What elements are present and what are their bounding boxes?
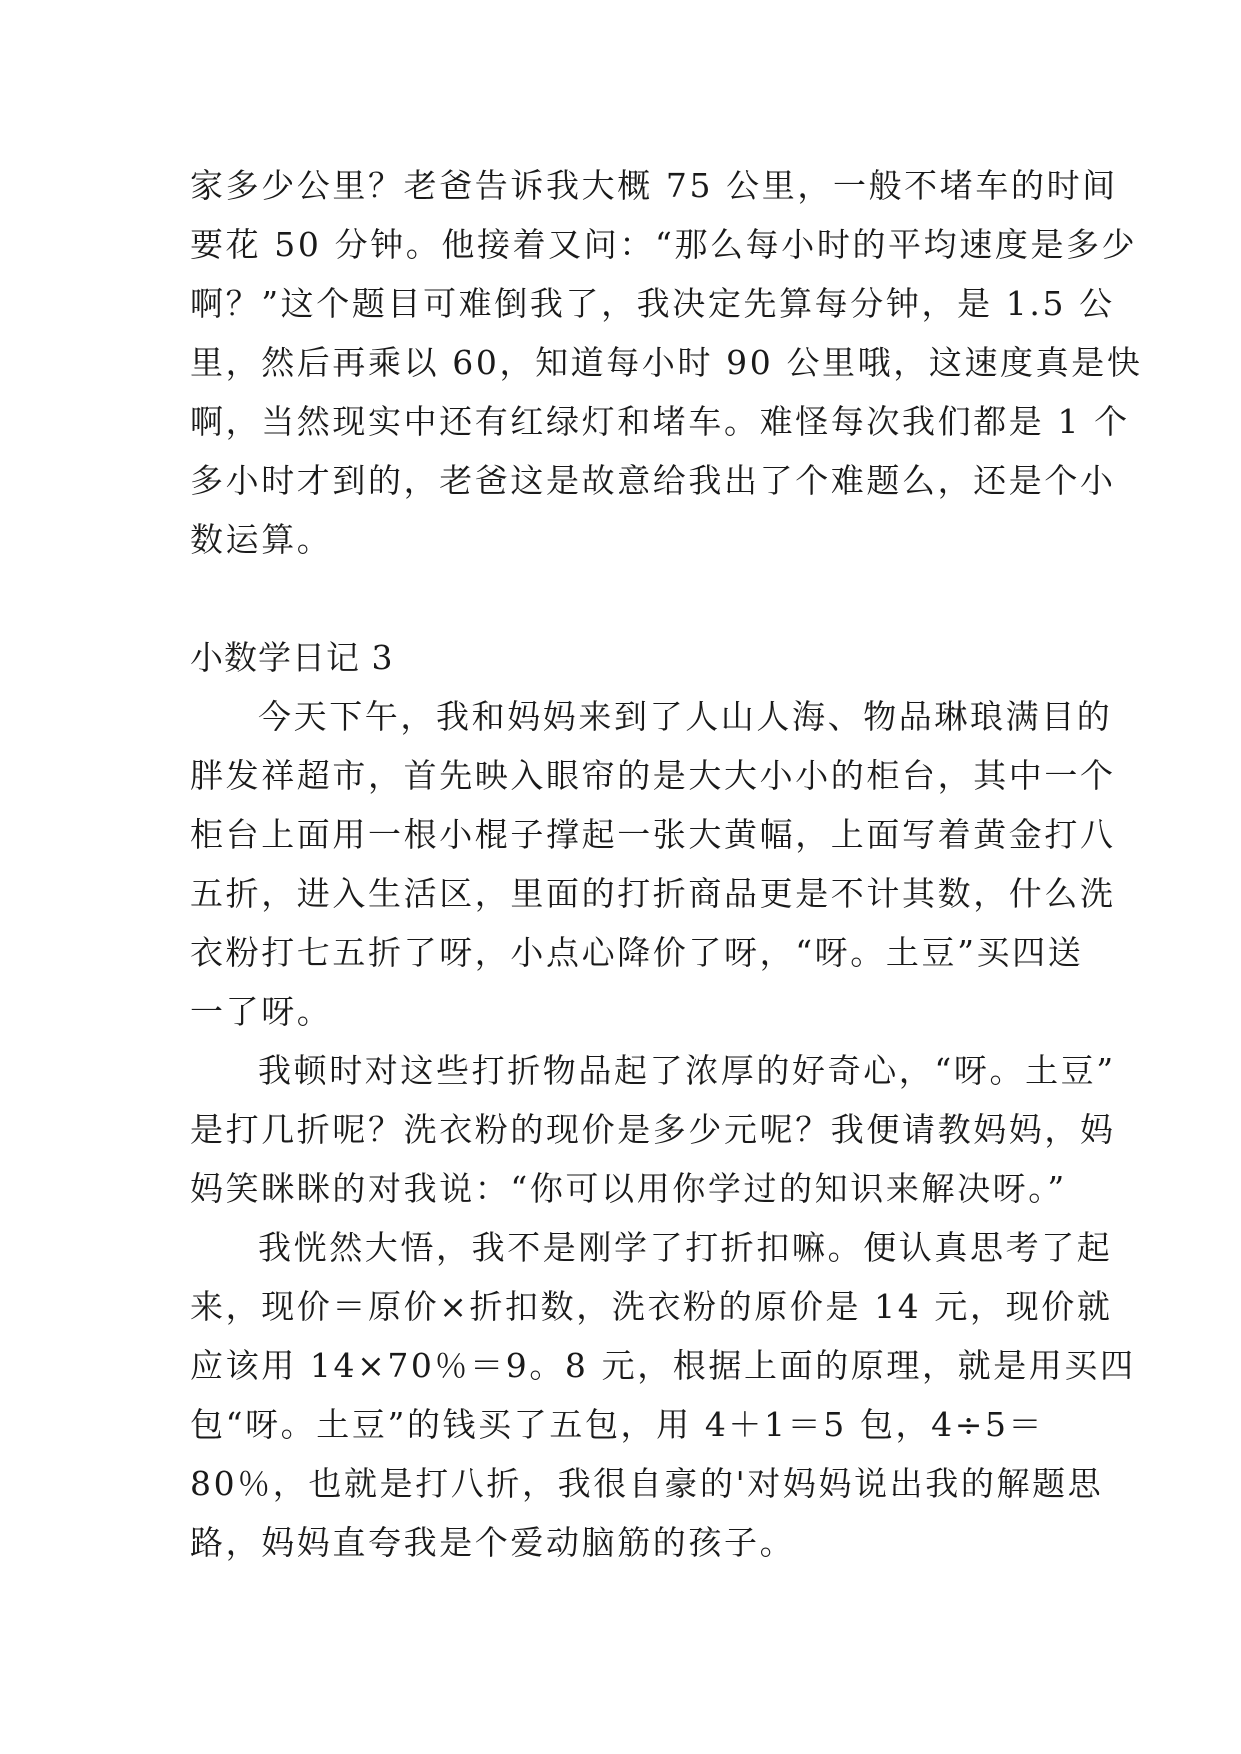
text-line: 啊？”这个题目可难倒我了，我决定先算每分钟，是 1.5 公 [190,284,1115,323]
text-line: 数运算。 [190,520,333,559]
text-line: 啊，当然现实中还有红绿灯和堵车。难怪每次我们都是 1 个 [190,402,1130,441]
text-line: 包“呀。土豆”的钱买了五包，用 4＋1＝5 包，4÷5＝ [190,1405,1045,1444]
text-line: 柜台上面用一根小棍子撑起一张大黄幅，上面写着黄金打八 [190,815,1116,854]
text-line: 一了呀。 [190,992,333,1031]
text-line: 里，然后再乘以 60，知道每小时 90 公里哦，这速度真是快 [190,343,1143,382]
text-line: 今天下午，我和妈妈来到了人山人海、物品琳琅满目的 [258,697,1113,736]
text-line: 我恍然大悟，我不是刚学了打折扣嘛。便认真思考了起 [258,1228,1113,1267]
text-line: 应该用 14×70％＝9。8 元，根据上面的原理，就是用买四 [190,1346,1136,1385]
text-line: 要花 50 分钟。他接着又问：“那么每小时的平均速度是多少 [190,225,1138,264]
text-line: 家多少公里？老爸告诉我大概 75 公里，一般不堵车的时间 [190,166,1118,205]
text-line: 是打几折呢？洗衣粉的现价是多少元呢？我便请教妈妈，妈 [190,1110,1116,1149]
text-line: 五折，进入生活区，里面的打折商品更是不计其数，什么洗 [190,874,1116,913]
text-line: 妈笑眯眯的对我说：“你可以用你学过的知识来解决呀。” [190,1169,1067,1208]
text-line: 衣粉打七五折了呀，小点心降价了呀，“呀。土豆”买四送 [190,933,1084,972]
text-line: 多小时才到的，老爸这是故意给我出了个难题么，还是个小 [190,461,1116,500]
text-line: 胖发祥超市，首先映入眼帘的是大大小小的柜台，其中一个 [190,756,1116,795]
text-line: 80％，也就是打八折，我很自豪的'对妈妈说出我的解题思 [190,1464,1104,1503]
text-line: 路，妈妈直夸我是个爱动脑筋的孩子。 [190,1523,796,1562]
text-line: 我顿时对这些打折物品起了浓厚的好奇心，“呀。土豆” [258,1051,1116,1090]
section-title: 小数学日记 3 [190,638,394,677]
text-line: 来，现价＝原价×折扣数，洗衣粉的原价是 14 元，现价就 [190,1287,1113,1326]
